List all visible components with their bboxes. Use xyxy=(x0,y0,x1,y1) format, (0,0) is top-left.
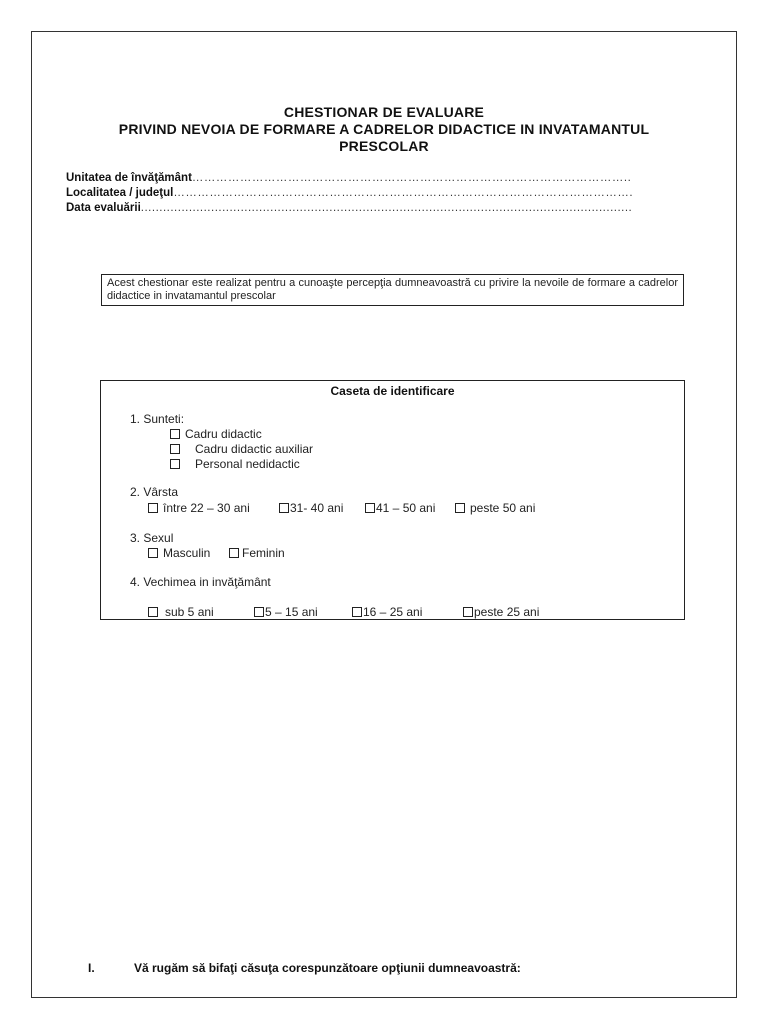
checkbox-icon[interactable] xyxy=(170,429,180,439)
option-label: Cadru didactic xyxy=(185,427,262,441)
field-localitatea-dots: ……………………………………………………………………………………………………. xyxy=(173,187,634,199)
document-title-line3: PRESCOLAR xyxy=(339,138,429,154)
option-label: Masculin xyxy=(163,546,211,560)
field-data-label: Data evaluării xyxy=(66,202,141,214)
field-unitatea-label: Unitatea de învăţământ xyxy=(66,172,192,184)
checkbox-icon[interactable] xyxy=(279,503,289,513)
field-localitatea[interactable] xyxy=(66,187,686,200)
option-label: Cadru didactic auxiliar xyxy=(195,442,314,456)
option-age-over-50[interactable] xyxy=(455,501,535,515)
option-masculin[interactable] xyxy=(148,546,210,560)
option-peste-25-ani[interactable] xyxy=(463,605,539,619)
option-16-25-ani[interactable] xyxy=(352,605,422,619)
field-data-dots: ..................................................................................................................................... xyxy=(140,202,633,214)
checkbox-icon[interactable] xyxy=(229,548,239,558)
option-label: Personal nedidactic xyxy=(195,457,300,471)
option-label: peste 25 ani xyxy=(474,605,540,619)
checkbox-icon[interactable] xyxy=(352,607,362,617)
option-label: 31- 40 ani xyxy=(290,501,344,515)
option-age-41-50[interactable] xyxy=(365,501,435,515)
document-title-line1: CHESTIONAR DE EVALUARE xyxy=(283,104,485,120)
option-sub-5-ani[interactable] xyxy=(148,605,214,619)
question-2-label: 2. Vârsta xyxy=(130,485,179,499)
option-personal-nedidactic[interactable] xyxy=(170,457,300,471)
option-label: 16 – 25 ani xyxy=(363,605,423,619)
field-data-evaluarii[interactable] xyxy=(66,202,686,215)
checkbox-icon[interactable] xyxy=(148,503,158,513)
option-label: Feminin xyxy=(242,546,285,560)
section-number: I. xyxy=(88,961,95,975)
checkbox-icon[interactable] xyxy=(455,503,465,513)
option-label: peste 50 ani xyxy=(470,501,536,515)
option-5-15-ani[interactable] xyxy=(254,605,318,619)
checkbox-icon[interactable] xyxy=(148,607,158,617)
option-feminin[interactable] xyxy=(229,546,285,560)
checkbox-icon[interactable] xyxy=(148,548,158,558)
field-unitatea[interactable] xyxy=(66,172,686,185)
option-label: între 22 – 30 ani xyxy=(163,501,250,515)
question-1-label: 1. Sunteti: xyxy=(130,412,185,426)
option-label: sub 5 ani xyxy=(165,605,214,619)
identification-box xyxy=(100,380,685,620)
option-label: 41 – 50 ani xyxy=(376,501,436,515)
field-unitatea-dots: ……………………………………………………………………………………………….. xyxy=(191,172,632,184)
option-age-22-30[interactable] xyxy=(148,501,250,515)
section-instruction: Vă rugăm să bifaţi căsuţa corespunzătoare opţiunii dumneavoastră: xyxy=(134,961,521,975)
question-4-label: 4. Vechimea in invăţământ xyxy=(130,575,271,589)
option-label: 5 – 15 ani xyxy=(265,605,318,619)
checkbox-icon[interactable] xyxy=(365,503,375,513)
field-localitatea-label: Localitatea / judeţul xyxy=(66,187,174,199)
checkbox-icon[interactable] xyxy=(170,444,180,454)
checkbox-icon[interactable] xyxy=(463,607,473,617)
checkbox-icon[interactable] xyxy=(170,459,180,469)
question-3-label: 3. Sexul xyxy=(130,531,174,545)
option-cadru-auxiliar[interactable] xyxy=(170,442,313,456)
checkbox-icon[interactable] xyxy=(254,607,264,617)
identification-title: Caseta de identificare xyxy=(330,384,455,398)
document-title-line2: PRIVIND NEVOIA DE FORMARE A CADRELOR DIDACTICE IN INVATAMANTUL xyxy=(118,121,650,137)
option-age-31-40[interactable] xyxy=(279,501,343,515)
intro-box: Acest chestionar este realizat pentru a cunoaşte percepţia dumneavoastră cu privire la nevoile de formare a cadrelor didactice in invatamantul prescolar xyxy=(101,274,684,306)
option-cadru-didactic[interactable] xyxy=(170,427,262,441)
